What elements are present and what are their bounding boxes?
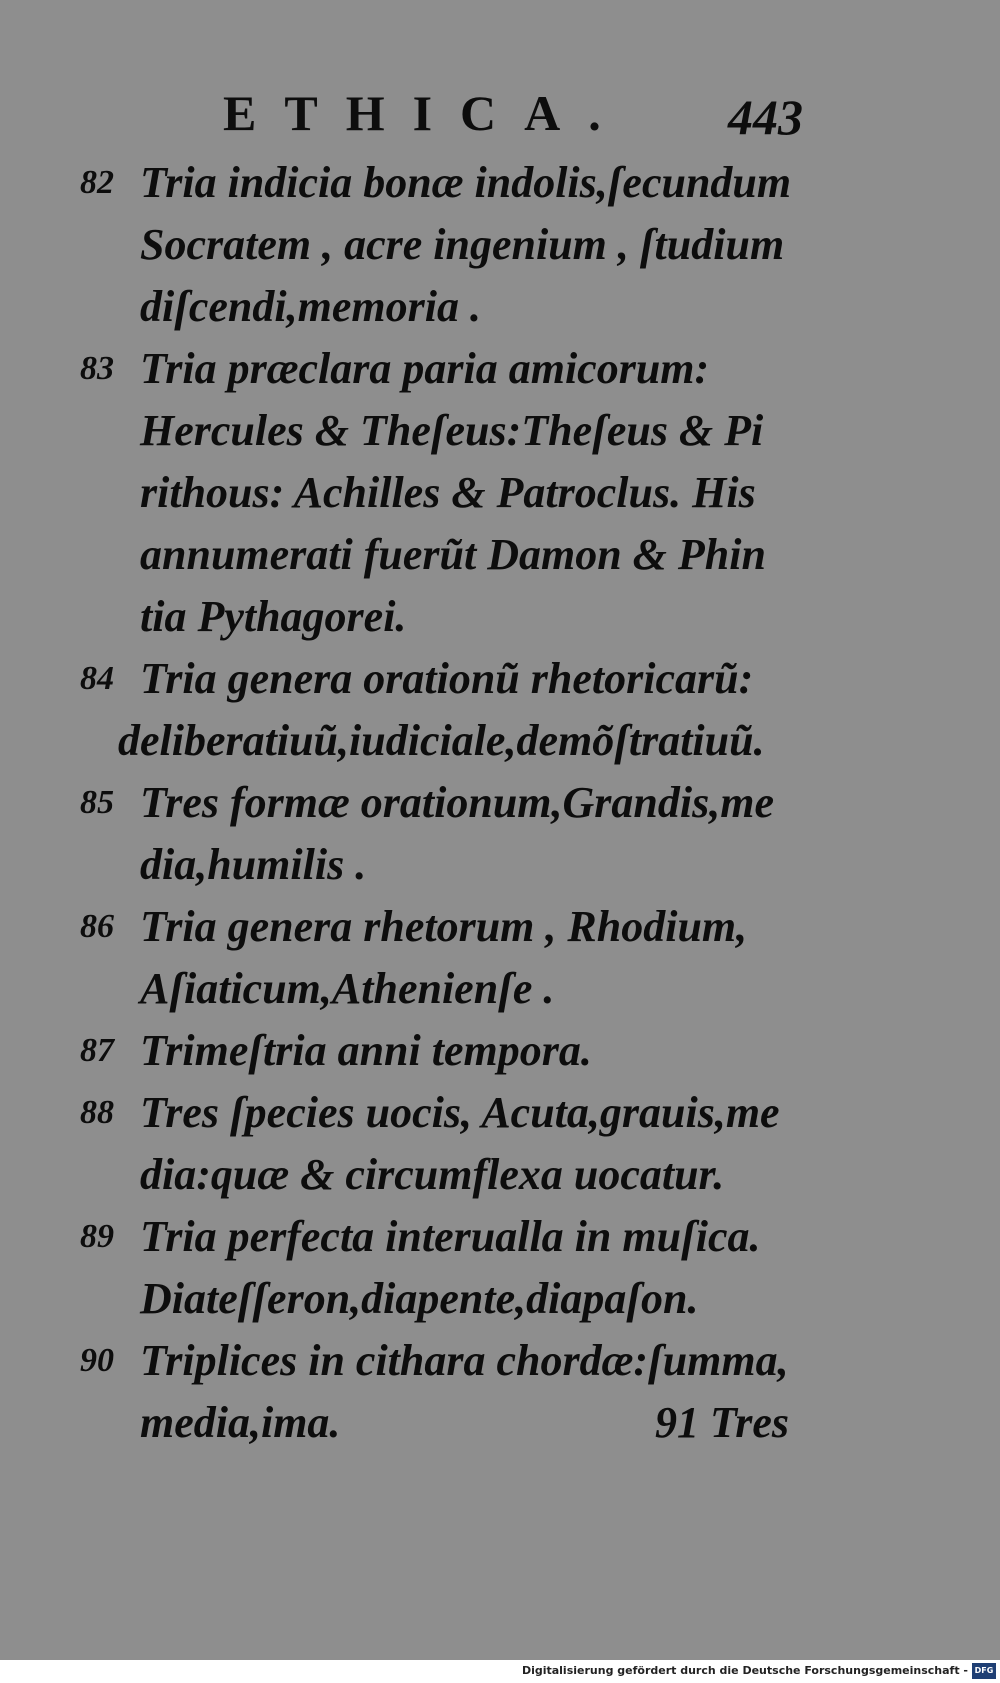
page-number: 443 <box>728 89 803 145</box>
footer-credit: Digitalisierung gefördert durch die Deutsche Forschungsgemeinschaft - <box>521 1664 968 1677</box>
entry-line <box>70 214 820 276</box>
entry-87 <box>70 1020 820 1082</box>
entry-line <box>70 710 820 772</box>
entry-text: Triplices in cithara chordæ:ſumma, <box>140 1336 789 1385</box>
entry-line <box>70 524 820 586</box>
entry-number: 83 <box>80 350 114 387</box>
entry-line <box>70 1206 820 1268</box>
entry-line <box>70 152 820 214</box>
entry-84 <box>70 648 820 772</box>
entry-text: Socratem , acre ingenium , ſtudium <box>140 220 785 269</box>
entry-text: media,ima. <box>140 1398 341 1447</box>
entry-text: annumerati fuerũt Damon & Phin <box>140 530 766 579</box>
entry-text: diſcendi,memoria . <box>140 282 481 331</box>
entry-text: deliberatiuũ,iudiciale,demõſtratiuũ. <box>118 716 765 765</box>
entry-text: Aſiaticum,Athenienſe . <box>140 964 555 1013</box>
entry-text: dia,humilis . <box>140 840 367 889</box>
entry-line <box>70 1020 820 1082</box>
entry-line <box>70 1330 820 1392</box>
entry-number: 89 <box>80 1218 114 1255</box>
entry-text: Tria indicia bonæ indolis,ſecundum <box>140 158 792 207</box>
entry-text: dia:quæ & circumflexa uocatur. <box>140 1150 725 1199</box>
entry-line <box>70 400 820 462</box>
entry-line <box>70 772 820 834</box>
entry-number: 85 <box>80 784 114 821</box>
entry-88 <box>70 1082 820 1206</box>
entry-line <box>70 462 820 524</box>
page-header <box>215 78 815 148</box>
entry-90 <box>70 1330 820 1454</box>
entry-line <box>70 1144 820 1206</box>
entry-line <box>70 834 820 896</box>
catchword: 91 Tres <box>655 1398 790 1447</box>
entry-86 <box>70 896 820 1020</box>
entry-line <box>70 276 820 338</box>
entry-83 <box>70 338 820 648</box>
entry-text: Tria perfecta interualla in muſica. <box>140 1212 761 1261</box>
entry-line <box>70 338 820 400</box>
entry-text: tia Pythagorei. <box>140 592 407 641</box>
entry-text: Tres ſpecies uocis, Acuta,grauis,me <box>140 1088 780 1137</box>
entry-line <box>70 896 820 958</box>
entry-line <box>70 648 820 710</box>
entry-line <box>70 1082 820 1144</box>
entry-number: 86 <box>80 908 114 945</box>
entry-line <box>70 1268 820 1330</box>
entry-82 <box>70 152 820 338</box>
entry-text: rithous: Achilles & Patroclus. His <box>140 468 756 517</box>
running-title: ETHICA. <box>223 85 629 141</box>
entry-line <box>70 1392 820 1454</box>
entry-number: 87 <box>80 1032 114 1069</box>
entry-text: Tria præclara paria amicorum: <box>140 344 710 393</box>
entry-text: Tria genera rhetorum , Rhodium, <box>140 902 748 951</box>
entry-number: 82 <box>80 164 114 201</box>
entry-number: 84 <box>80 660 114 697</box>
entry-line <box>70 958 820 1020</box>
entry-85 <box>70 772 820 896</box>
entry-text: Hercules & Theſeus:Theſeus & Pi <box>140 406 764 455</box>
entry-text: Tres formæ orationum,Grandis,me <box>140 778 775 827</box>
dfg-logo-icon: DFG <box>972 1663 996 1679</box>
entry-number: 90 <box>80 1342 114 1379</box>
entry-89 <box>70 1206 820 1330</box>
body-text <box>70 152 820 1454</box>
entry-number: 88 <box>80 1094 114 1131</box>
entry-line <box>70 586 820 648</box>
entry-text: Tria genera orationũ rhetoricarũ: <box>140 654 754 703</box>
digitization-footer <box>0 1660 1000 1683</box>
entry-text: Diateſſeron,diapente,diapaſon. <box>140 1274 699 1323</box>
entry-text: Trimeſtria anni tempora. <box>140 1026 592 1075</box>
